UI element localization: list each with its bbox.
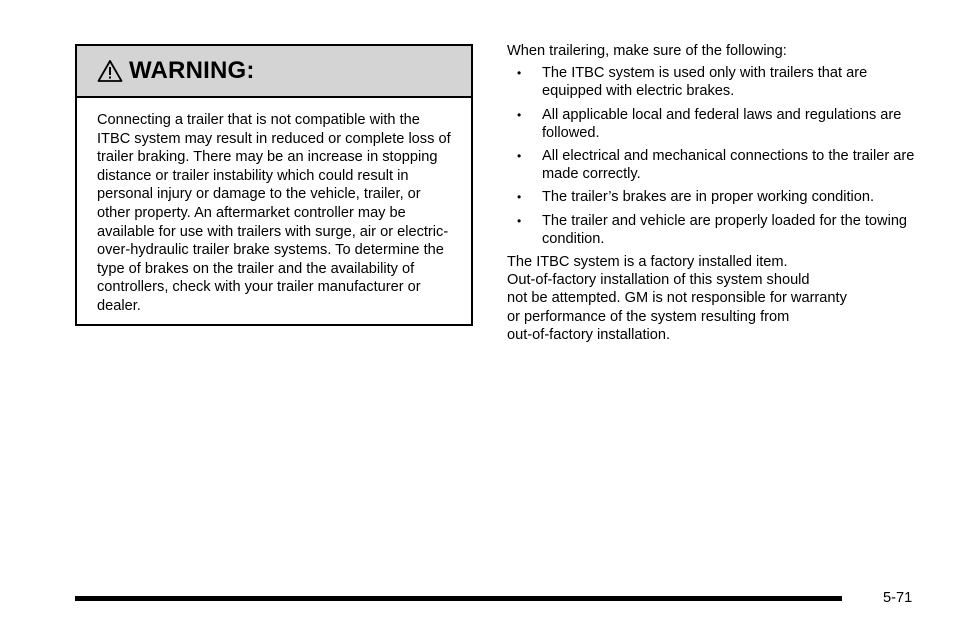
installation-note [507, 253, 917, 344]
list-item-text: The trailer’s brakes are in proper working condition. [542, 189, 875, 206]
warning-box [75, 44, 473, 326]
note-line: not be attempted. GM is not responsible for warranty [507, 290, 847, 307]
bullet-icon: • [517, 66, 522, 81]
list-item-text: All electrical and mechanical connections to the trailer are made correctly. [542, 148, 915, 183]
list-item [507, 212, 917, 248]
bullet-icon: • [517, 190, 522, 205]
list-item [507, 188, 917, 206]
right-column [507, 42, 917, 344]
list-item-text: All applicable local and federal laws and regulations are followed. [542, 106, 902, 141]
note-line: The ITBC system is a factory installed item. [507, 254, 788, 271]
list-item-text: The ITBC system is used only with trailers that are equipped with electric brakes. [542, 65, 868, 100]
note-line: or performance of the system resulting from [507, 308, 790, 325]
list-item-text: The trailer and vehicle are properly loaded for the towing condition. [542, 212, 908, 247]
warning-title: WARNING: [129, 57, 255, 84]
footer-rule [75, 596, 842, 601]
checklist [507, 64, 917, 248]
list-item [507, 64, 917, 100]
warning-triangle-icon [97, 59, 123, 83]
warning-body-text: Connecting a trailer that is not compatible with the ITBC system may result in reduced or complete loss of trailer braking. There may be an increase in stopping distance or trailer instability which could result in personal injury or damage to the vehicle, trailer, or other property. An aftermarket controller may be available for use with trailers with surge, air or electric-over-hydraulic trailer brake systems. To determine the type of brakes on the trailer and the availability of controllers, check with your trailer manufacturer or dealer. [97, 112, 451, 314]
list-item [507, 147, 917, 183]
bullet-icon: • [517, 107, 522, 122]
warning-header [77, 46, 471, 98]
page-number: 5-71 [883, 590, 913, 606]
note-line: Out-of-factory installation of this system should [507, 272, 810, 289]
list-item [507, 106, 917, 142]
bullet-icon: • [517, 213, 522, 228]
bullet-icon: • [517, 149, 522, 164]
checklist-intro: When trailering, make sure of the following: [507, 43, 787, 59]
note-line: out-of-factory installation. [507, 326, 671, 343]
